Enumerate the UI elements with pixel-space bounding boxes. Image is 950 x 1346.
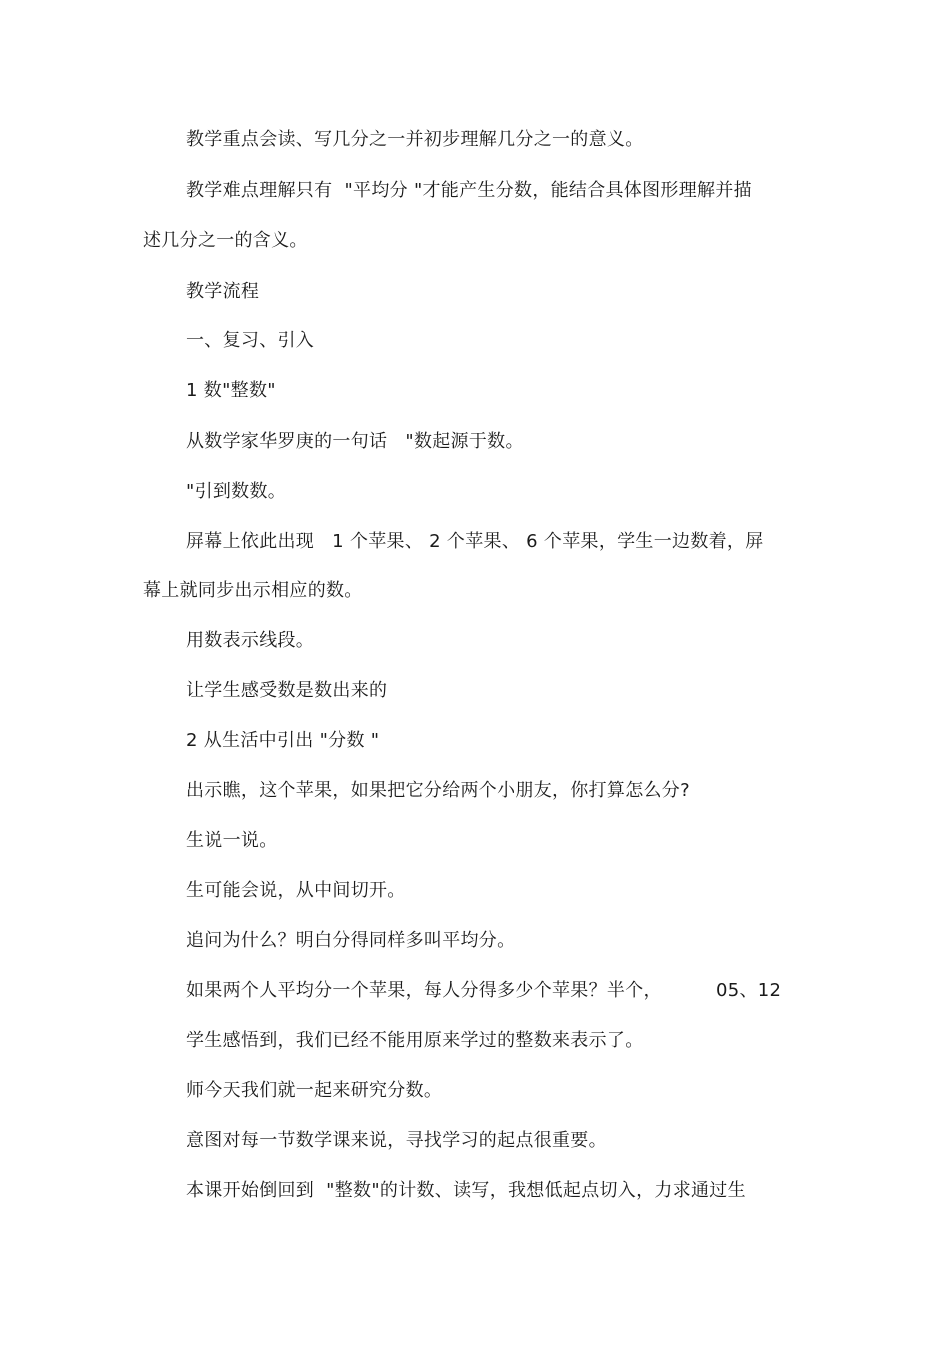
- paragraph-teaching-difficulty-cont: 述几分之一的含义。: [143, 230, 308, 251]
- paragraph-half-apple: 如果两个人平均分一个苹果，每人分得多少个苹果？半个， 05、12: [186, 980, 782, 1001]
- paragraph-apples-on-screen-cont: 幕上就同步出示相应的数。: [143, 580, 363, 601]
- paragraph-show-apple: 出示瞧，这个苹果，如果把它分给两个小朋友，你打算怎么分?: [186, 780, 690, 801]
- paragraph-equal-division: 追问为什么？明白分得同样多叫平均分。: [186, 930, 516, 951]
- paragraph-lead-to-counting: "引到数数。: [186, 481, 287, 502]
- paragraph-intent-starting-point: 意图对每一节数学课来说，寻找学习的起点很重要。: [186, 1130, 607, 1151]
- paragraph-feel-counting: 让学生感受数是数出来的: [186, 680, 388, 701]
- paragraph-line-segments: 用数表示线段。: [186, 630, 315, 651]
- paragraph-teaching-difficulty: 教学难点理解只有 "平均分 "才能产生分数，能结合具体图形理解并描: [186, 180, 752, 201]
- paragraph-apples-on-screen: 屏幕上依此出现 1 个苹果、 2 个苹果、 6 个苹果，学生一边数着，屏: [186, 531, 764, 552]
- paragraph-teaching-focus: 教学重点会读、写几分之一并初步理解几分之一的意义。: [186, 129, 644, 150]
- paragraph-students-discuss: 生说一说。: [186, 830, 278, 851]
- paragraph-low-starting-point: 本课开始倒回到 "整数"的计数、读写，我想低起点切入，力求通过生: [186, 1180, 746, 1201]
- paragraph-hua-luogeng-quote: 从数学家华罗庚的一句话 "数起源于数。: [186, 431, 524, 452]
- paragraph-integers-insufficient: 学生感悟到，我们已经不能用原来学过的整数来表示了。: [186, 1030, 644, 1051]
- heading-review-intro: 一、复习、引入: [186, 330, 315, 351]
- heading-teaching-process: 教学流程: [186, 281, 260, 302]
- paragraph-cut-in-middle: 生可能会说，从中间切开。: [186, 880, 406, 901]
- subheading-fractions-from-life: 2 从生活中引出 "分数 ": [186, 730, 380, 751]
- paragraph-study-fractions-today: 师今天我们就一起来研究分数。: [186, 1080, 443, 1101]
- subheading-count-integers: 1 数"整数": [186, 380, 276, 401]
